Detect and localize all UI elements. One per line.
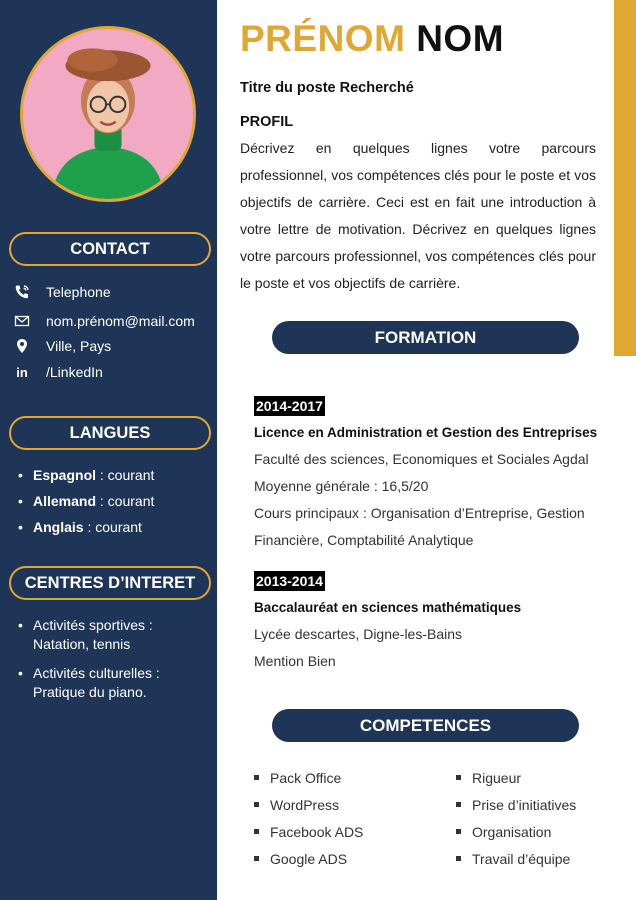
last-name: NOM <box>416 18 505 59</box>
formation-line: Financière, Comptabilité Analytique <box>254 532 474 548</box>
competences-list-left <box>254 769 363 877</box>
candidate-name <box>240 18 504 60</box>
profil-text: Décrivez en quelques lignes votre parcours professionnel, vos compétences clés pour le poste et vos objectifs de carrière. Ceci est en fait une introduction à votre lettre de motivation. Décrivez en quelques lignes votre parcours professionnel, vos compétences clés pour le poste et vos objectifs de carrière. <box>240 140 596 291</box>
list-item: • Anglais : courant <box>18 519 208 545</box>
list-item: • Activités sportives : Natation, tennis <box>18 616 178 654</box>
contact-phone-text: Telephone <box>46 284 111 300</box>
competences-heading: COMPETENCES <box>272 709 579 742</box>
linkedin-icon: in <box>16 364 28 380</box>
list-item: Facebook ADS <box>254 823 363 850</box>
list-item: Prise d’initiatives <box>456 796 576 823</box>
contact-linkedin-text: /LinkedIn <box>46 364 103 380</box>
list-item: • Activités culturelles : Pratique du piano. <box>18 664 178 702</box>
profile-photo <box>20 26 196 202</box>
list-item: Organisation <box>456 823 576 850</box>
list-item: • Espagnol : courant <box>18 467 208 493</box>
formation-title: Baccalauréat en sciences mathématiques <box>254 600 522 615</box>
contact-linkedin[interactable] <box>12 364 103 380</box>
formation-title: Licence en Administration et Gestion des Entreprises <box>254 425 598 440</box>
formation-line: Faculté des sciences, Economiques et Sociales Agdal <box>254 451 589 467</box>
contact-location <box>12 338 111 354</box>
formation-line: Lycée descartes, Digne-les-Bains <box>254 626 463 642</box>
list-item: Travail d’équipe <box>456 850 576 877</box>
list-item: Rigueur <box>456 769 576 796</box>
portrait-illustration <box>23 29 193 199</box>
formation-years: 2013-2014 <box>256 573 323 589</box>
accent-bar <box>614 0 636 356</box>
profil-heading: PROFIL <box>240 114 294 130</box>
list-item: WordPress <box>254 796 363 823</box>
contact-email-text: nom.prénom@mail.com <box>46 313 195 329</box>
formation-line: Mention Bien <box>254 653 336 669</box>
list-item: Pack Office <box>254 769 363 796</box>
competences-list-right <box>456 769 576 877</box>
list-item: Google ADS <box>254 850 363 877</box>
contact-location-text: Ville, Pays <box>46 338 112 354</box>
langues-list <box>18 467 208 545</box>
location-pin-icon <box>12 338 32 354</box>
contact-email[interactable] <box>12 313 195 329</box>
interets-list <box>18 616 178 702</box>
first-name: PRÉNOM <box>240 18 406 59</box>
contact-heading: CONTACT <box>9 232 211 266</box>
formation-line: Cours principaux : Organisation d’Entreprise, Gestion <box>254 505 585 521</box>
phone-icon <box>12 284 32 300</box>
envelope-icon <box>12 313 32 329</box>
job-title: Titre du poste Recherché <box>240 80 414 96</box>
contact-phone[interactable] <box>12 284 111 300</box>
sidebar <box>0 0 217 900</box>
formation-heading: FORMATION <box>272 321 579 354</box>
interets-heading: CENTRES D’INTERET <box>9 566 211 600</box>
formation-years: 2014-2017 <box>256 398 323 414</box>
langues-heading: LANGUES <box>9 416 211 450</box>
formation-line: Moyenne générale : 16,5/20 <box>254 478 429 494</box>
list-item: • Allemand : courant <box>18 493 208 519</box>
